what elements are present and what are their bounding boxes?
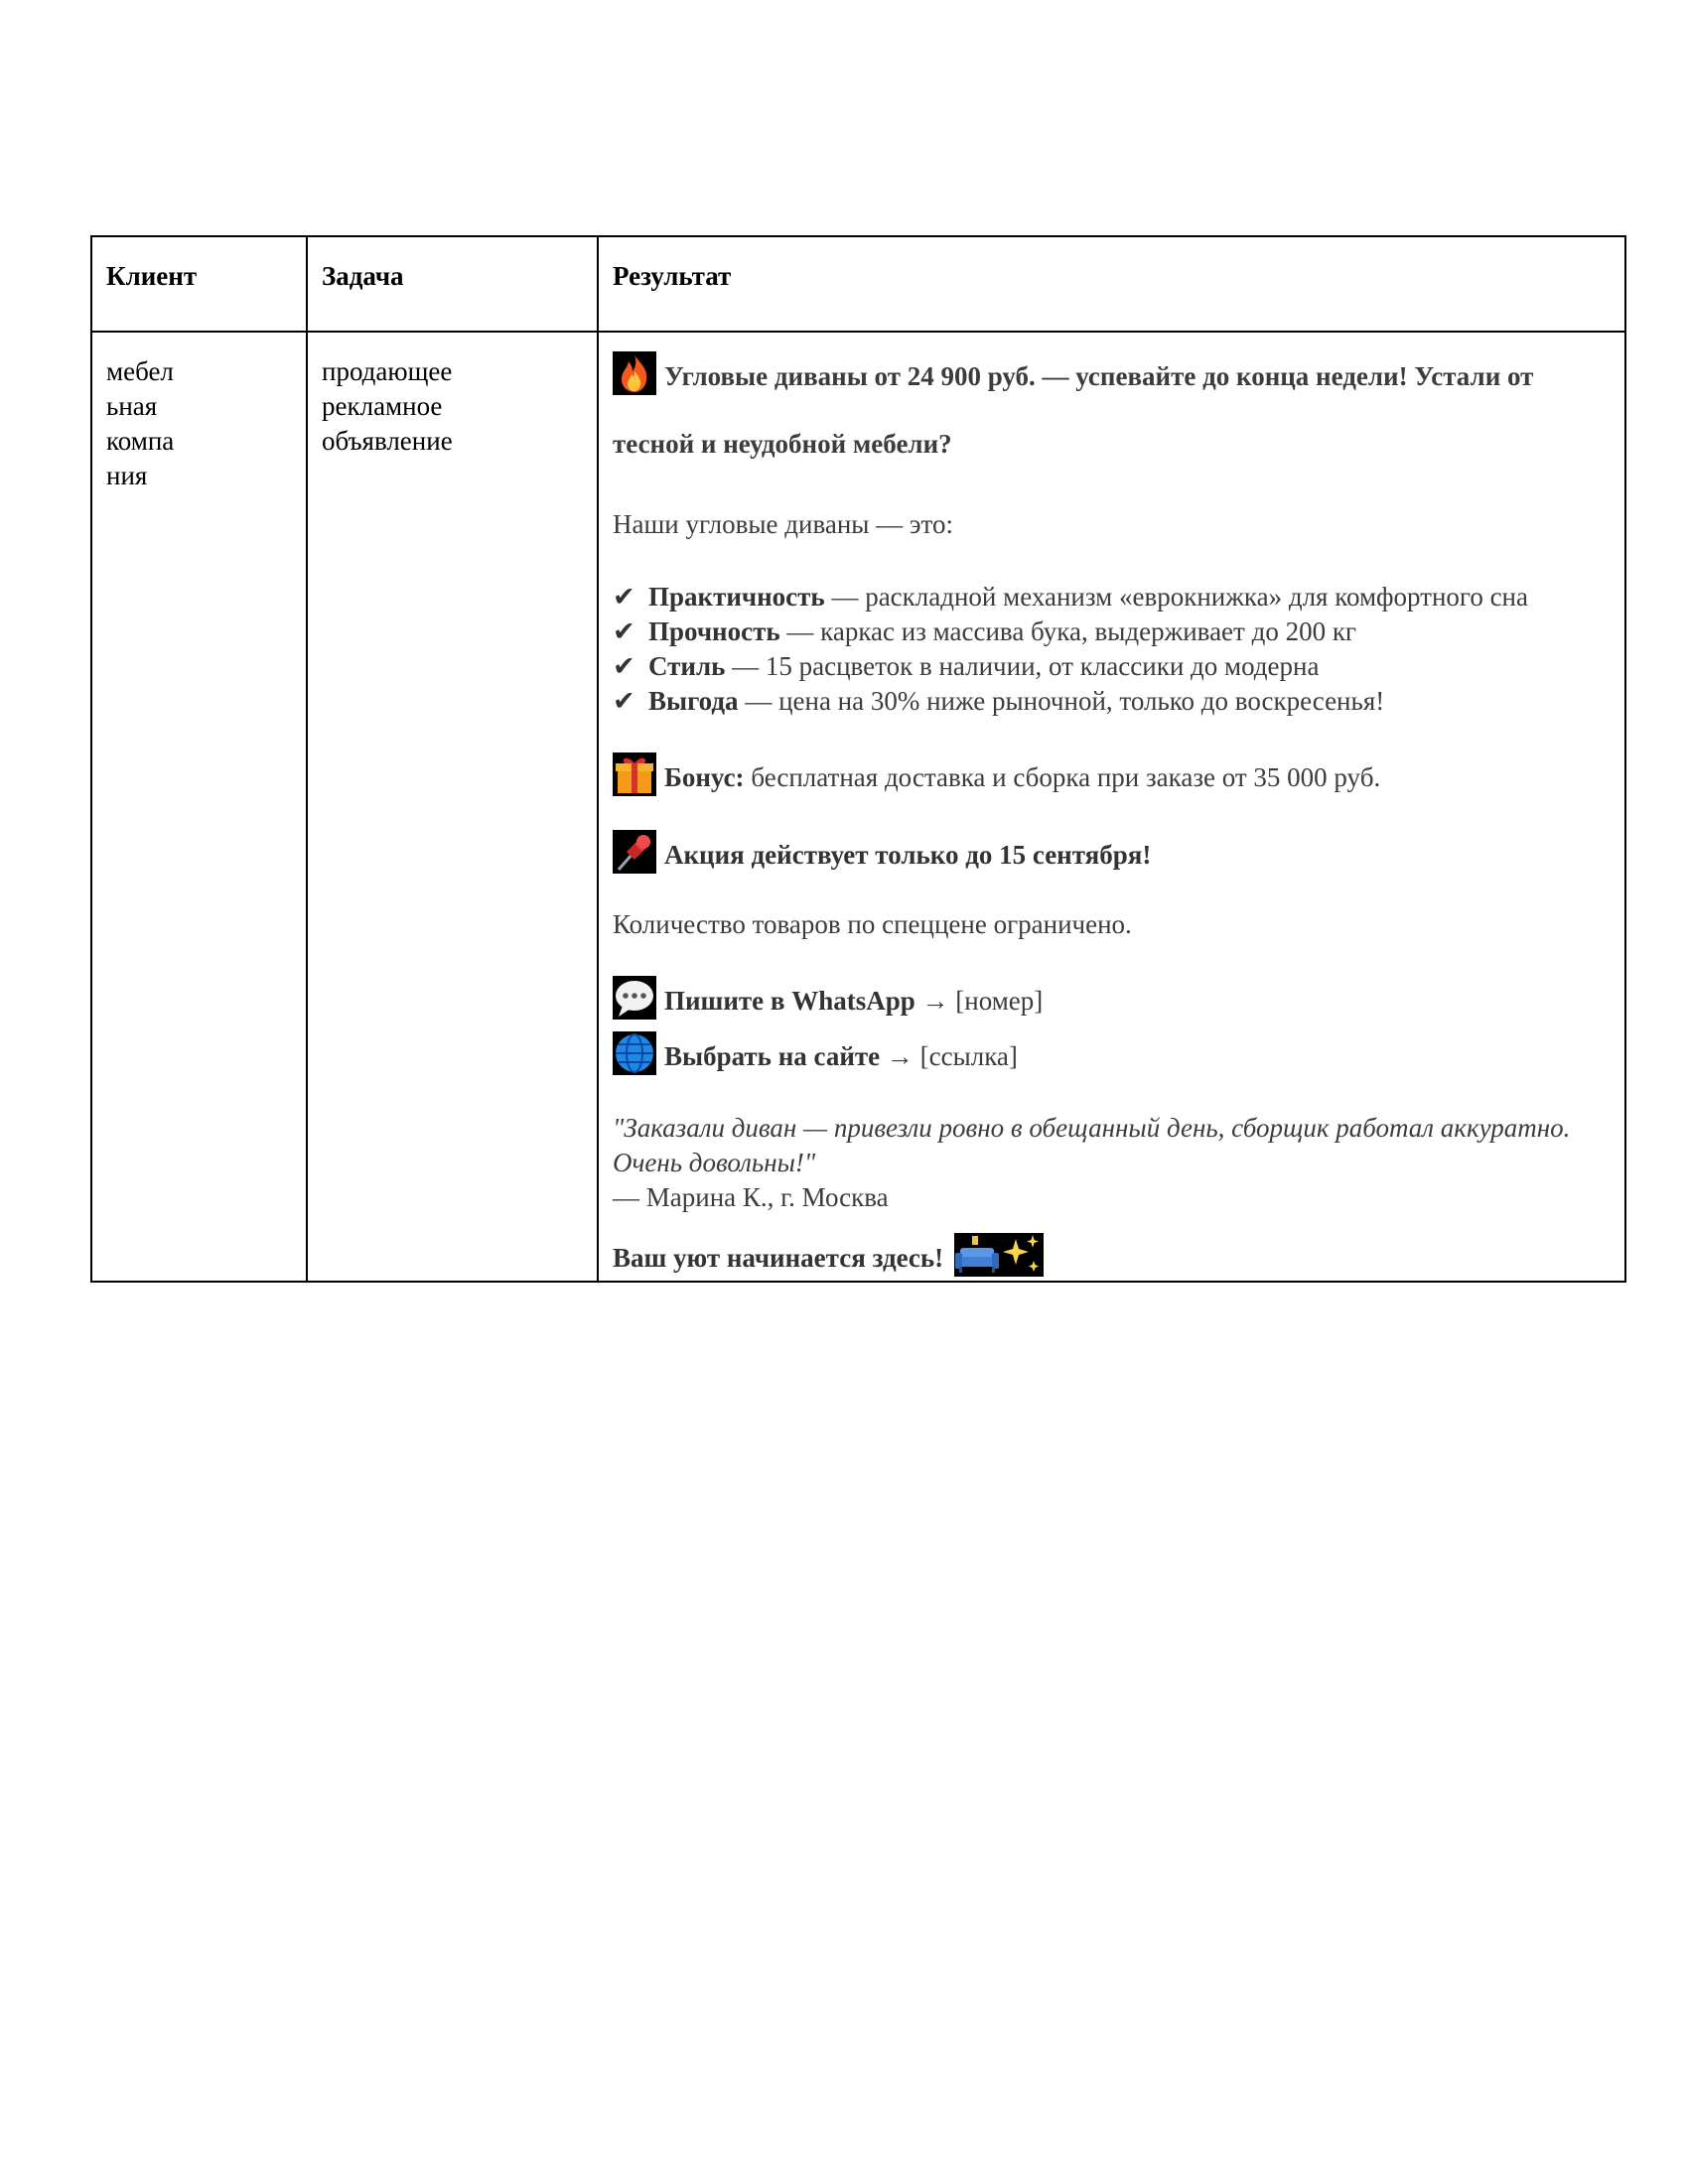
whatsapp-title: Пишите в WhatsApp — [664, 986, 915, 1016]
feature-title: Практичность — [648, 582, 825, 612]
speech-bubble-icon — [613, 976, 656, 1020]
checkmark-icon: ✔ — [613, 651, 635, 681]
list-item — [613, 649, 1611, 684]
task-cell — [307, 332, 598, 1282]
couch-sparkles-icon — [954, 1233, 1044, 1277]
gift-icon — [613, 752, 656, 796]
ad-intro: Наши угловые диваны — это: — [613, 509, 953, 539]
site-line — [613, 1031, 1611, 1075]
whatsapp-text: → [номер] — [914, 986, 1044, 1016]
table-header-row — [91, 236, 1625, 332]
list-item — [613, 580, 1611, 614]
feature-text: — раскладной механизм «еврокнижка» для комфортного сна — [824, 582, 1528, 612]
task-text: продающее рекламное объявление — [322, 356, 453, 456]
promo-text: Акция действует только до 15 сентября! — [664, 840, 1152, 870]
feature-title: Выгода — [648, 686, 739, 716]
closing-text: Ваш уют начинается здесь! — [613, 1243, 944, 1273]
limited-line: Количество товаров по спеццене ограничено. — [613, 909, 1132, 939]
ad-headline — [613, 342, 1611, 478]
feature-title: Стиль — [648, 651, 726, 681]
list-item — [613, 684, 1611, 719]
testimonial-quote: "Заказали диван — привезли ровно в обещанный день, сборщик работал аккуратно. Очень довольны!" — [613, 1113, 1571, 1177]
feature-title: Прочность — [648, 616, 780, 646]
content-table — [90, 235, 1626, 1283]
site-text: → [ссылка] — [880, 1041, 1018, 1071]
checkmark-icon: ✔ — [613, 686, 635, 716]
client-cell — [91, 332, 307, 1282]
bonus-line — [613, 752, 1611, 796]
contacts — [613, 976, 1611, 1075]
site-title: Выбрать на сайте — [664, 1041, 881, 1071]
bonus-text: бесплатная доставка и сборка при заказе от 35 000 руб. — [744, 762, 1381, 792]
feature-text: — 15 расцветок в наличии, от классики до модерна — [725, 651, 1320, 681]
testimonial-author: — Марина К., г. Москва — [613, 1182, 889, 1212]
header-client: Клиент — [91, 236, 307, 332]
client-text: мебел ьная компа ния — [106, 356, 175, 490]
checkmark-icon: ✔ — [613, 616, 635, 646]
checkmark-icon: ✔ — [613, 582, 635, 612]
promo-line — [613, 830, 1611, 874]
globe-icon — [613, 1031, 656, 1075]
bonus-title: Бонус: — [664, 762, 745, 792]
result-cell — [598, 332, 1625, 1282]
whatsapp-line — [613, 976, 1611, 1020]
ad-text — [613, 333, 1611, 1281]
header-result: Результат — [598, 236, 1625, 332]
feature-text: — цена на 30% ниже рыночной, только до воскресенья! — [738, 686, 1385, 716]
table-row — [91, 332, 1625, 1282]
testimonial — [613, 1111, 1611, 1215]
feature-list — [613, 580, 1611, 719]
feature-text: — каркас из массива бука, выдерживает до 200 кг — [779, 616, 1357, 646]
header-task: Задача — [307, 236, 598, 332]
closing-line — [613, 1233, 1611, 1281]
list-item — [613, 614, 1611, 649]
pushpin-icon — [613, 830, 656, 874]
headline-text: Угловые диваны от 24 900 руб. — успевайте до конца недели! Устали от тесной и неудобной мебели? — [613, 361, 1534, 459]
fire-icon — [613, 351, 656, 395]
